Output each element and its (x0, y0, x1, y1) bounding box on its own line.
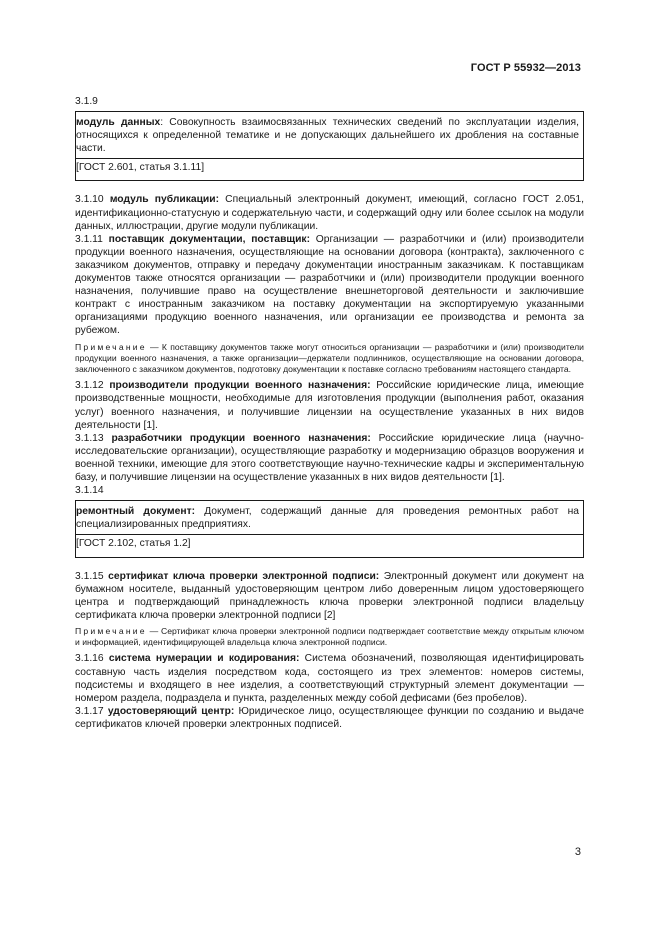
definition-row (76, 505, 583, 535)
definition-row (76, 116, 583, 159)
clause: 3.1.15 сертификат ключа проверки электронной подписи: Электронный документ или документ на бумажном носителе, выданный удостоверяющим центром либо доверенным лицом удостоверяющего центра и подтверждающий принадлежность ключа проверки электронной подписи владельцу сертификата ключа проверки электронной подписи [2] (75, 570, 584, 621)
definition-source: [ГОСТ 2.102, статья 1.2] (76, 538, 191, 550)
definition-box (75, 500, 584, 557)
page-number: 3 (574, 846, 581, 858)
clause: 3.1.17 удостоверяющий центр: Юридическое лицо, осуществляющее функции по созданию и выдаче сертификатов ключей проверки электронных подписей. (75, 705, 584, 730)
note: Примечание — К поставщику документов также могут относиться организации — разработчики и (или) производители продукции военного назначения, а также организации—держатели подлинников, осуществляющие на основании договора, заключенного с заказчиком документов, подготовку документации к поставке согласно требованиям настоящего стандарта. (75, 341, 584, 375)
definition-text: ремонтный документ: Документ, содержащий данные для проведения ремонтных работ на специализированных предприятиях. (76, 506, 579, 531)
definition-text: модуль данных: Совокупность взаимосвязанных технических сведений по эксплуатации изделия, относящихся к определенной тематике и не допускающих дальнейшего их дробления на составные части. (76, 117, 579, 155)
clause-number: 3.1.9 (75, 96, 98, 107)
definition-box (75, 111, 584, 181)
clause: 3.1.12 производители продукции военного назначения: Российские юридические лица, имеющие производственные мощности, необходимые для изготовления продукции (выполнения работ, оказания услуг) военного назначения, и получившие лицензии на осуществление указанных в них видов деятельности [1]. (75, 380, 584, 431)
definition-source: [ГОСТ 2.601, статья 3.1.11] (76, 162, 205, 174)
note: Примечание — Сертификат ключа проверки электронной подписи подтверждает соответствие между открытым ключом и информацией, идентифицирующей владельца ключа электронной подписи. (75, 625, 584, 648)
clause: 3.1.10 модуль публикации: Специальный электронный документ, имеющий, согласно ГОСТ 2.051, идентификационно-статусную и содержательную части, и содержащий одну или более ссылок на модули данных, иллюстрации, другие модули публикации. (75, 194, 584, 232)
clause: 3.1.11 поставщик документации, поставщик: Организации — разработчики и (или) производители продукции военного назначения, осуществляющие на основании договора (контракта), заключенного с заказчиком документов, отправку и передачу документации иностранным заказчикам. К поставщикам документов также относятся организации — разработчики и (или) производители продукции военного назначения, получившие право на осуществление внешнеторговой деятельности и заключившие контракт с иностранным заказчиком на поставку документации на экспортируемую указанными организациями продукцию военного назначения, или организации ее производства и ремонта за рубежом. (75, 233, 584, 337)
clause: 3.1.16 система нумерации и кодирования: Система обозначений, позволяющая идентифицировать составную часть изделия посредством кода, состоящего из трех элементов: номеров системы, подсистемы и входящего в нее изделия, а соответствующий структурный элемент документации — номером раздела, подраздела и пункта, разделенных между собой дефисами (без пробелов). (75, 653, 584, 704)
content-body (75, 95, 584, 731)
clause-number: 3.1.14 (75, 485, 104, 497)
clause: 3.1.13 разработчики продукции военного назначения: Российские юридические лица (научно-исследовательские организации), осуществляющие разработку и модернизацию образцов вооружения и военной техники, имеющие для этого соответствующие научно-технические кадры и экспериментальную базу, и получившие лицензии на осуществление указанных в них видов деятельности [1]. (75, 432, 584, 484)
term: модуль данных (76, 117, 161, 129)
standard-header: ГОСТ Р 55932—2013 (470, 62, 581, 74)
